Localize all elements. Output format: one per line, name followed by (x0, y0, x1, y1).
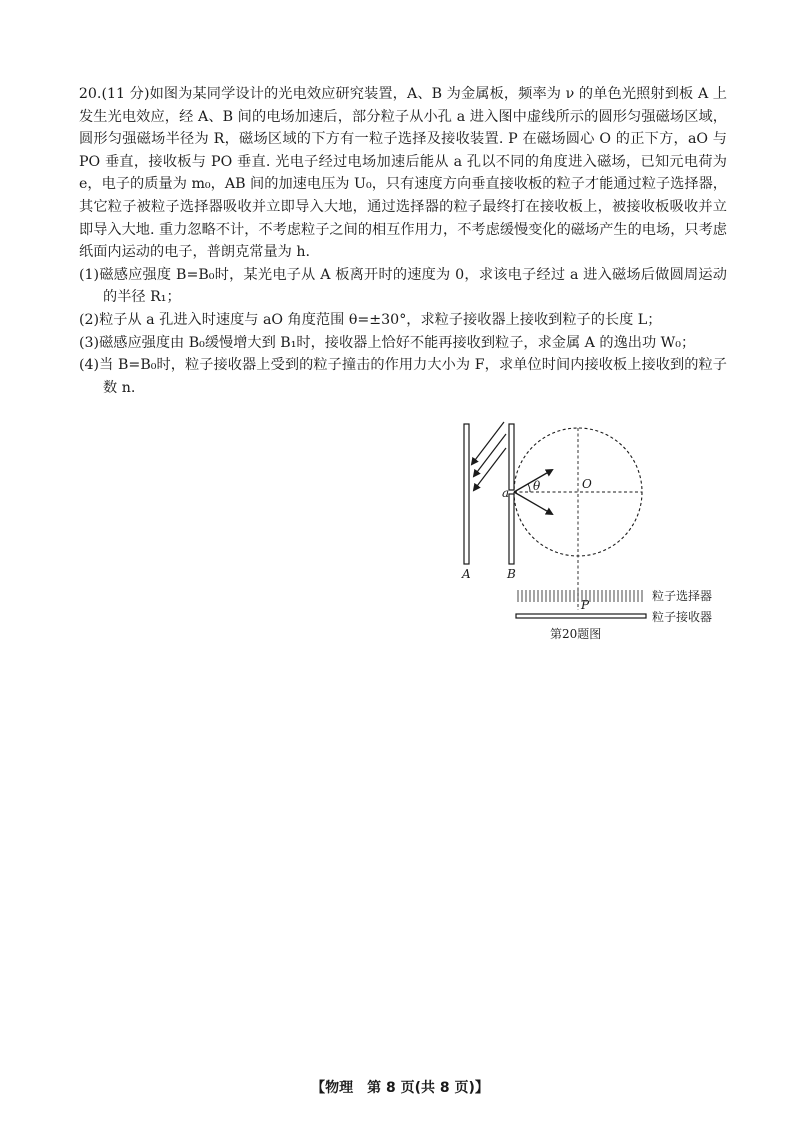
plate-a (464, 424, 469, 564)
particle-selector (518, 590, 642, 602)
page-footer: 【物理 第 8 页(共 8 页)】 (311, 1080, 489, 1096)
problem-20 (79, 83, 727, 399)
problem-stem (79, 83, 727, 264)
figure-20 (452, 418, 742, 654)
label-a: a (502, 486, 510, 500)
plate-b-lower (509, 494, 514, 564)
label-A: A (462, 567, 471, 581)
plate-b-upper (509, 424, 514, 490)
label-O: O (582, 477, 592, 491)
label-receiver: 粒子接收器 (652, 610, 713, 624)
label-B: B (507, 567, 516, 581)
subquestion-4: (4)当 B=B₀时，粒子接收器上受到的粒子撞击的作用力大小为 F，求单位时间内接收板上接收到的粒子数 n. (79, 357, 727, 396)
subquestion-1: (1)磁感应强度 B=B₀时，某光电子从 A 板离开时的速度为 0，求该电子经过 a 进入磁场后做圆周运动的半径 R₁； (79, 266, 727, 306)
particle-receiver-plate (516, 614, 646, 618)
velocity-arrow-down (514, 492, 552, 514)
figure-caption: 第20题图 (550, 627, 602, 641)
subquestion-3: (3)磁感应强度由 B₀缓慢增大到 B₁时，接收器上恰好不能再接收到粒子，求金属 A 的逸出功 W₀； (79, 334, 696, 351)
label-selector: 粒子选择器 (652, 589, 713, 603)
apparatus-diagram (452, 418, 742, 654)
label-theta: θ (533, 479, 541, 493)
subquestion-2: (2)粒子从 a 孔进入时速度与 aO 角度范围 θ=±30°，求粒子接收器上接收到粒子的长度 L； (79, 311, 662, 328)
label-P: P (581, 598, 590, 612)
problem-stem-text: (11 分)如图为某同学设计的光电效应研究装置，A、B 为金属板，频率为 ν 的单色光照射到板 A 上发生光电效应，经 A、B 间的电场加速后，部分粒子从小孔 a 进入图中虚线所示的圆形匀强磁场区域，圆形匀强磁场半径为 R，磁场区域的下方有一粒子选择及接收装置. P 在磁场圆心 O 的正下方，aO 与 PO 垂直，接收板与 PO 垂直. 光电子经过电场加速后能从 a 孔以不同的角度进入磁场，已知元电荷为 e，电子的质量为 m₀，AB 间的加速电压为 U₀，只有速度方向垂直接收板的粒子才能通过粒子选择器，其它粒子被粒子选择器吸收并立即导入大地，通过选择器的粒子最终打在接收板上，被接收板吸收并立即导入大地. 重力忽略不计，不考虑粒子之间的相互作用力，不考虑缓慢变化的磁场产生的电场，只考虑纸面内运动的电子，普朗克常量为 h. (79, 86, 727, 261)
problem-number: 20. (78, 86, 102, 102)
theta-arc (528, 484, 530, 492)
